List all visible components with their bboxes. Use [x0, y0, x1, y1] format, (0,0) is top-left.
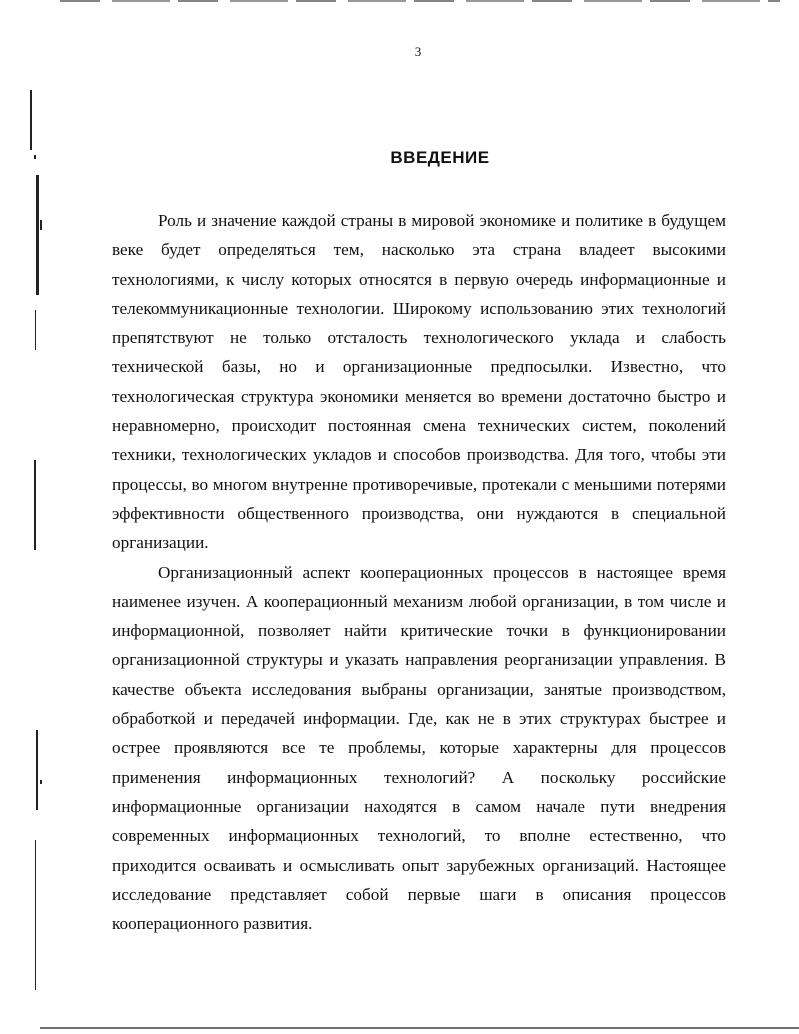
paragraph: Организационный аспект кооперационных процессов в настоящее время наименее изучен. А кооперационный механизм любой организации, в том числе и информационной, позволяет найти критические точки в функционировании организационной структуры и указать направления реорганизации управления. В качестве объекта исследования выбраны организации, занятые производством, обработкой и передачей информации. Где, как не в этих структурах быстрее и острее проявляются все те проблемы, которые характерны для процессов применения информационных технологий? А поскольку российские информационные организации находятся в самом начале пути внедрения современных информационных технологий, то вполне естественно, что приходится осваивать и осмысливать опыт зарубежных организаций. Настоящее исследование представляет собой первые шаги в описания процессов кооперационного развития. — [112, 562, 726, 934]
page-number: 3 — [414, 44, 422, 59]
paragraph: Роль и значение каждой страны в мировой экономике и политике в будущем веке будет определяться тем, насколько эта страна владеет высокими технологиями, к числу которых относятся в первую очередь информационные и телекоммуникационные технологии. Широкому использованию этих технологий препятствуют не только отсталость технологического уклада и слабость технической базы, но и организационные предпосылки. Известно, что технологическая структура экономики меняется во времени достаточно быстро и неравномерно, происходит постоянная смена технических систем, поколений техники, технологических укладов и способов производства. Для того, чтобы эти процессы, во многом внутренне противоречивые, протекали с меньшими потерями эффективности общественного производства, они нуждаются в специальной организации. — [112, 211, 726, 553]
scan-artifact-bottom — [40, 1027, 799, 1029]
scan-artifact-top — [60, 0, 780, 2]
body-text — [112, 206, 726, 938]
page-heading: ВВЕДЕНИЕ — [390, 148, 490, 167]
scan-artifact-left-edge — [30, 80, 46, 1000]
